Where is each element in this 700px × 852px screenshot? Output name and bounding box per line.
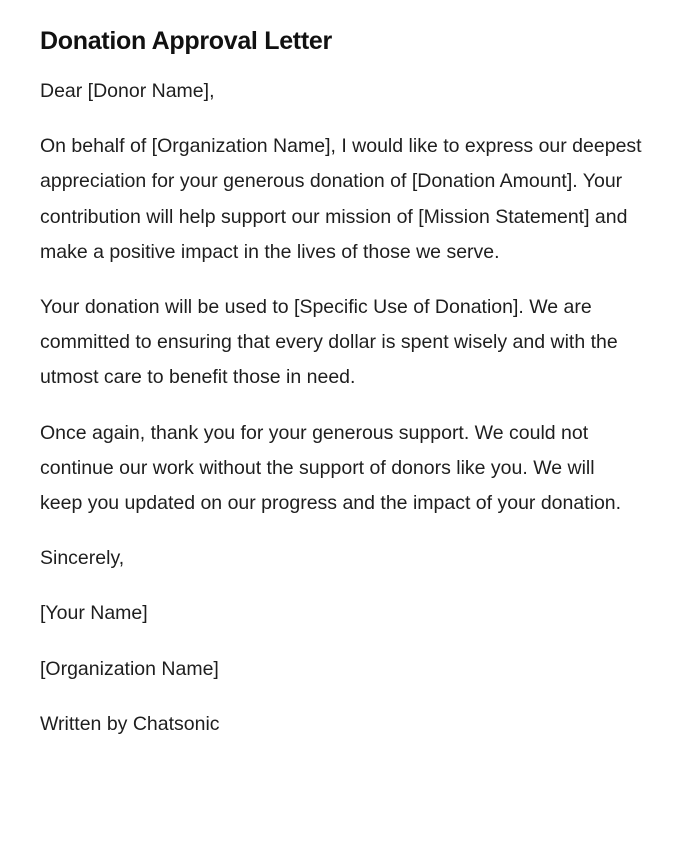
paragraph-donation-use: Your donation will be used to [Specific Use of Donation]. We are committed to ensuring that every dollar is spent wisely and with the utmost care to benefit those in need. (40, 296, 618, 389)
signature-organization: [Organization Name] (40, 657, 219, 680)
footer-credit: Written by Chatsonic (40, 712, 220, 735)
salutation: Dear [Donor Name], (40, 80, 215, 102)
letter-title: Donation Approval Letter (40, 27, 332, 55)
signature-name: [Your Name] (40, 602, 148, 625)
paragraph-thanks: Once again, thank you for your generous support. We could not continue our work without the support of donors like you. We will keep you updated on our progress and the impact of your donation. (40, 421, 622, 515)
paragraph-appreciation: On behalf of [Organization Name], I would like to express our deepest appreciation for your generous donation of [Donation Amount]. Your contribution will help support our mission of [Mission Statement] and make a positive impact in the lives of those we serve. (40, 135, 642, 263)
closing: Sincerely, (40, 547, 125, 570)
